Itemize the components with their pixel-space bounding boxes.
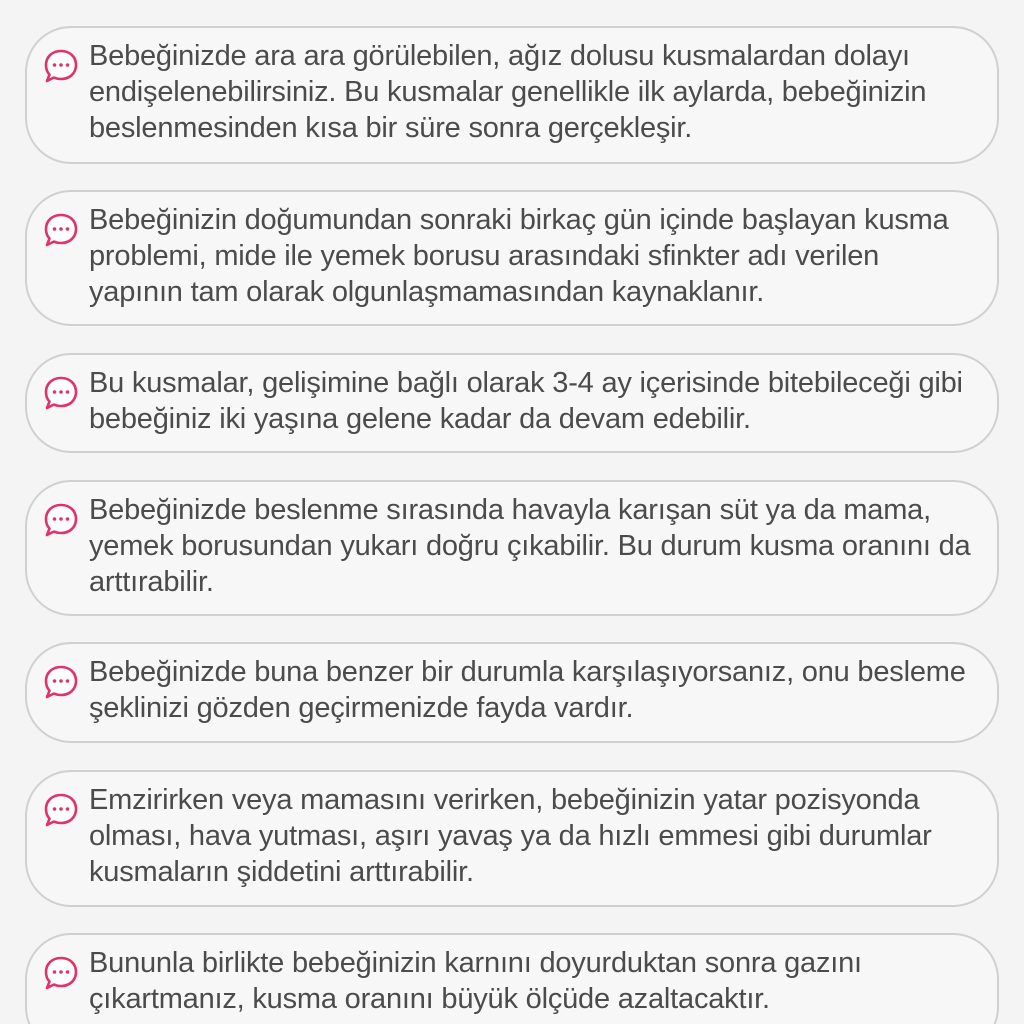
speech-bubble-ellipsis-icon	[41, 662, 81, 702]
info-card	[25, 480, 999, 616]
info-card	[25, 933, 999, 1024]
speech-bubble-ellipsis-icon	[41, 373, 81, 413]
info-text: Bu kusmalar, gelişimine bağlı olarak 3-4 ay içerisinde bitebileceği gibi bebeğiniz iki yaşına gelene kadar da devam edebilir.	[89, 367, 963, 435]
speech-bubble-ellipsis-icon	[41, 953, 81, 993]
speech-bubble-ellipsis-icon	[41, 210, 81, 250]
speech-bubble-ellipsis-icon	[41, 46, 81, 86]
speech-bubble-ellipsis-icon	[41, 790, 81, 830]
info-text: Bebeğinizde buna benzer bir durumla karşılaşıyorsanız, onu besleme şeklinizi gözden geçirmenizde fayda vardır.	[89, 656, 966, 724]
info-text: Bebeğinizin doğumundan sonraki birkaç gün içinde başlayan kusma problemi, mide ile yemek borusu arasındaki sfinkter adı verilen yapının tam olarak olgunlaşmamasından kaynaklanır.	[89, 204, 949, 308]
info-card	[25, 642, 999, 743]
info-text: Bebeğinizde beslenme sırasında havayla karışan süt ya da mama, yemek borusundan yukarı doğru çıkabilir. Bu durum kusma oranını da arttırabilir.	[89, 494, 971, 598]
info-text: Bebeğinizde ara ara görülebilen, ağız dolusu kusmalardan dolayı endişelenebilirsiniz. Bu kusmalar genellikle ilk aylarda, bebeğinizin beslenmesinden kısa bir süre sonra gerçekleşir.	[89, 40, 927, 144]
speech-bubble-ellipsis-icon	[41, 500, 81, 540]
info-card	[25, 26, 999, 164]
info-card	[25, 190, 999, 326]
info-card	[25, 353, 999, 453]
info-card	[25, 770, 999, 907]
info-text: Emzirirken veya mamasını verirken, bebeğinizin yatar pozisyonda olması, hava yutması, aşırı yavaş ya da hızlı emmesi gibi durumlar kusmaların şiddetini arttırabilir.	[89, 784, 932, 888]
info-text: Bununla birlikte bebeğinizin karnını doyurduktan sonra gazını çıkartmanız, kusma oranını büyük ölçüde azaltacaktır.	[89, 947, 862, 1015]
